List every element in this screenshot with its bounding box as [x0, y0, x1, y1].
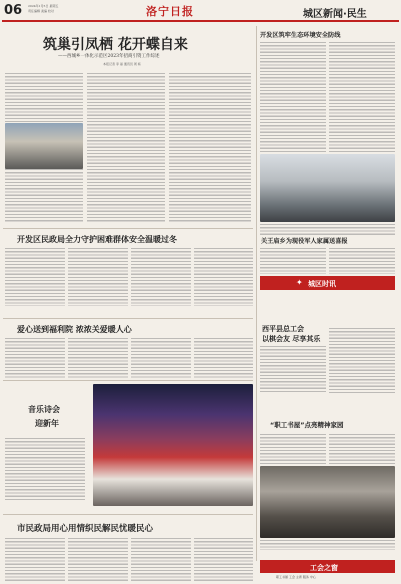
middle-text-3: [131, 248, 191, 306]
bottom-article: [3, 514, 253, 584]
workers-title: “职工书屋”点亮精神家园: [270, 421, 344, 429]
middle-article: [3, 228, 253, 318]
music-rule: [3, 380, 253, 381]
masthead-rule: [2, 20, 399, 22]
middle-text-2: [68, 248, 128, 306]
workers-text-1: [260, 434, 326, 464]
bottom-text-4: [194, 538, 253, 582]
lead-article: [3, 26, 253, 226]
right-mid-text-2: [329, 248, 395, 274]
right-divider: [256, 26, 257, 561]
love-text-3: [131, 338, 191, 378]
workers-caption: [260, 540, 395, 550]
banner-text: 城区时讯: [308, 280, 336, 288]
union-banner-text: 工会之窗: [310, 564, 338, 572]
music-title-2: 迎新年: [35, 419, 59, 428]
right-top-caption: [260, 224, 395, 236]
bottom-text-2: [68, 538, 128, 582]
love-rule: [3, 318, 253, 319]
love-title: 爱心送到福利院 浓浓关爱暖人心: [17, 325, 132, 334]
page-number: 06: [4, 3, 23, 18]
city-news-banner: [260, 276, 395, 290]
right-top-title: 开发区筑牢生态环境安全防线: [260, 32, 341, 39]
banner-star-icon: ✦: [296, 278, 303, 287]
love-text-1: [5, 338, 65, 378]
union-banner: [260, 560, 395, 573]
right-mid-title: 关王庙乡为现役军人家属送喜报: [261, 238, 348, 245]
issue-line-2: 责任编辑 美编 校对: [28, 9, 54, 13]
xiping-text-2: [329, 328, 395, 394]
love-text-4: [194, 338, 253, 378]
bottom-text-3: [131, 538, 191, 582]
masthead: [0, 0, 401, 24]
middle-rule: [3, 228, 253, 229]
right-top-photo: [260, 154, 395, 222]
lead-photo: [5, 123, 83, 169]
right-mid-text-1: [260, 248, 326, 274]
right-top-text-1: [260, 42, 326, 152]
middle-title: 开发区民政局全力守护困难群体安全温暖过冬: [17, 235, 177, 244]
middle-text-1: [5, 248, 65, 306]
lead-byline: 本报记者 李 丽 通讯员 周 杨: [103, 62, 141, 66]
lead-text-col-2: [87, 73, 165, 223]
music-article: [3, 380, 253, 510]
bottom-title: 市民政局用心用情织民解民忧暖民心: [17, 524, 154, 534]
music-text: [5, 438, 85, 500]
bottom-text-1: [5, 538, 65, 582]
music-title-1: 音乐诗会: [28, 405, 60, 414]
union-sub: 职工书屋 工会 主席 服务 中心: [276, 575, 316, 579]
xiping-text-1: [260, 346, 326, 394]
right-top-text-2: [329, 42, 395, 152]
love-text-2: [68, 338, 128, 378]
bottom-rule: [3, 514, 253, 515]
xiping-title-1: 西平县总工会: [262, 325, 304, 333]
love-article: [3, 318, 253, 378]
lead-text-col-3: [169, 73, 251, 223]
lead-title: 筑巢引凤栖 花开蝶自来: [43, 37, 188, 53]
section-title: 城区新闻·民生: [303, 9, 367, 20]
xiping-title-2: 以棋会友 尽享其乐: [262, 335, 321, 343]
workers-photo: [260, 466, 395, 538]
workers-text-2: [329, 434, 395, 464]
right-column: [256, 24, 399, 584]
issue-line-1: 2024年1月5日 星期五: [28, 4, 59, 8]
music-photo: [93, 384, 253, 506]
middle-text-4: [194, 248, 253, 306]
paper-name: 洛宁日报: [146, 5, 194, 18]
lead-subtitle: ——西城乡一体化示范区2023年招商引资工作综述: [58, 54, 160, 59]
